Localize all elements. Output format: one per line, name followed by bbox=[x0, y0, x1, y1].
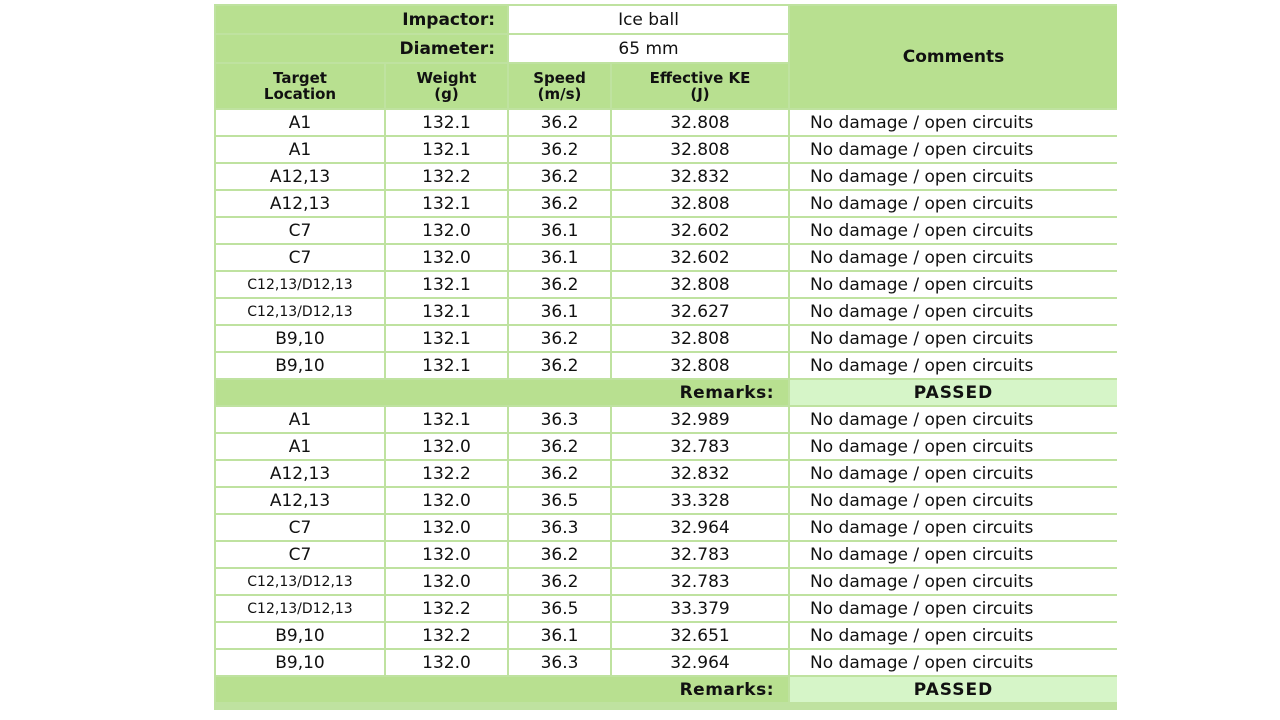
speed-cell: 36.2 bbox=[509, 434, 610, 459]
comment-cell: No damage / open circuits bbox=[790, 218, 1117, 243]
speed-cell: 36.3 bbox=[509, 407, 610, 432]
effective-ke-cell: 32.832 bbox=[612, 461, 788, 486]
remarks-label: Remarks: bbox=[216, 677, 788, 702]
speed-cell: 36.2 bbox=[509, 137, 610, 162]
remarks-status-badge: PASSED bbox=[790, 380, 1117, 405]
speed-cell: 36.5 bbox=[509, 596, 610, 621]
effective-ke-cell: 32.602 bbox=[612, 245, 788, 270]
table-body bbox=[216, 6, 1117, 702]
comment-cell: No damage / open circuits bbox=[790, 407, 1117, 432]
comment-cell: No damage / open circuits bbox=[790, 299, 1117, 324]
target-location-cell: A1 bbox=[216, 407, 384, 432]
impactor-value: Ice ball bbox=[509, 6, 788, 33]
table-row bbox=[216, 407, 1117, 432]
table-row bbox=[216, 326, 1117, 351]
weight-cell: 132.2 bbox=[386, 596, 507, 621]
target-location-cell: C7 bbox=[216, 218, 384, 243]
table-row bbox=[216, 623, 1117, 648]
speed-cell: 36.2 bbox=[509, 542, 610, 567]
effective-ke-cell: 32.808 bbox=[612, 137, 788, 162]
target-location-cell: C7 bbox=[216, 542, 384, 567]
comments-header: Comments bbox=[790, 6, 1117, 108]
impactor-label: Impactor: bbox=[216, 6, 507, 33]
target-location-cell: C12,13/D12,13 bbox=[216, 272, 384, 297]
target-location-cell: A12,13 bbox=[216, 164, 384, 189]
comment-cell: No damage / open circuits bbox=[790, 164, 1117, 189]
table-row bbox=[216, 461, 1117, 486]
speed-cell: 36.2 bbox=[509, 191, 610, 216]
speed-cell: 36.3 bbox=[509, 650, 610, 675]
speed-cell: 36.3 bbox=[509, 515, 610, 540]
effective-ke-cell: 32.602 bbox=[612, 218, 788, 243]
col-weight bbox=[386, 64, 507, 108]
comment-cell: No damage / open circuits bbox=[790, 650, 1117, 675]
col-ke-line1: Effective KE bbox=[649, 69, 751, 87]
weight-cell: 132.0 bbox=[386, 488, 507, 513]
remarks-row bbox=[216, 380, 1117, 405]
effective-ke-cell: 32.964 bbox=[612, 515, 788, 540]
hail-test-results-table bbox=[214, 4, 1117, 710]
effective-ke-cell: 32.651 bbox=[612, 623, 788, 648]
remarks-status-badge: PASSED bbox=[790, 677, 1117, 702]
comment-cell: No damage / open circuits bbox=[790, 245, 1117, 270]
table-row bbox=[216, 110, 1117, 135]
col-speed-line1: Speed bbox=[533, 69, 586, 87]
speed-cell: 36.2 bbox=[509, 461, 610, 486]
col-target-line1: Target bbox=[273, 69, 327, 87]
effective-ke-cell: 32.808 bbox=[612, 353, 788, 378]
effective-ke-cell: 33.328 bbox=[612, 488, 788, 513]
speed-cell: 36.1 bbox=[509, 299, 610, 324]
speed-cell: 36.1 bbox=[509, 623, 610, 648]
comment-cell: No damage / open circuits bbox=[790, 191, 1117, 216]
speed-cell: 36.2 bbox=[509, 353, 610, 378]
comment-cell: No damage / open circuits bbox=[790, 623, 1117, 648]
table-row bbox=[216, 488, 1117, 513]
effective-ke-cell: 32.808 bbox=[612, 326, 788, 351]
impactor-row bbox=[216, 6, 1117, 33]
speed-cell: 36.2 bbox=[509, 326, 610, 351]
weight-cell: 132.0 bbox=[386, 218, 507, 243]
target-location-cell: C12,13/D12,13 bbox=[216, 596, 384, 621]
table-row bbox=[216, 542, 1117, 567]
comment-cell: No damage / open circuits bbox=[790, 110, 1117, 135]
col-speed-line2: (m/s) bbox=[537, 85, 582, 103]
speed-cell: 36.5 bbox=[509, 488, 610, 513]
weight-cell: 132.0 bbox=[386, 650, 507, 675]
col-weight-line1: Weight bbox=[416, 69, 477, 87]
table-row bbox=[216, 569, 1117, 594]
remarks-label: Remarks: bbox=[216, 380, 788, 405]
speed-cell: 36.1 bbox=[509, 245, 610, 270]
weight-cell: 132.1 bbox=[386, 326, 507, 351]
comment-cell: No damage / open circuits bbox=[790, 542, 1117, 567]
table-row bbox=[216, 218, 1117, 243]
effective-ke-cell: 32.989 bbox=[612, 407, 788, 432]
results-table bbox=[214, 4, 1119, 704]
speed-cell: 36.1 bbox=[509, 218, 610, 243]
effective-ke-cell: 32.964 bbox=[612, 650, 788, 675]
target-location-cell: B9,10 bbox=[216, 650, 384, 675]
speed-cell: 36.2 bbox=[509, 110, 610, 135]
target-location-cell: A12,13 bbox=[216, 488, 384, 513]
comment-cell: No damage / open circuits bbox=[790, 596, 1117, 621]
target-location-cell: C12,13/D12,13 bbox=[216, 569, 384, 594]
target-location-cell: B9,10 bbox=[216, 623, 384, 648]
comment-cell: No damage / open circuits bbox=[790, 326, 1117, 351]
col-target-location bbox=[216, 64, 384, 108]
comment-cell: No damage / open circuits bbox=[790, 488, 1117, 513]
target-location-cell: C7 bbox=[216, 515, 384, 540]
effective-ke-cell: 32.808 bbox=[612, 272, 788, 297]
effective-ke-cell: 32.783 bbox=[612, 434, 788, 459]
col-speed bbox=[509, 64, 610, 108]
table-row bbox=[216, 299, 1117, 324]
comment-cell: No damage / open circuits bbox=[790, 353, 1117, 378]
col-ke-line2: (J) bbox=[690, 85, 710, 103]
comment-cell: No damage / open circuits bbox=[790, 515, 1117, 540]
col-effective-ke bbox=[612, 64, 788, 108]
weight-cell: 132.1 bbox=[386, 299, 507, 324]
table-row bbox=[216, 596, 1117, 621]
target-location-cell: A1 bbox=[216, 137, 384, 162]
table-row bbox=[216, 515, 1117, 540]
remarks-row bbox=[216, 677, 1117, 702]
target-location-cell: C12,13/D12,13 bbox=[216, 299, 384, 324]
speed-cell: 36.2 bbox=[509, 272, 610, 297]
weight-cell: 132.0 bbox=[386, 434, 507, 459]
table-row bbox=[216, 353, 1117, 378]
effective-ke-cell: 32.832 bbox=[612, 164, 788, 189]
comment-cell: No damage / open circuits bbox=[790, 461, 1117, 486]
comment-cell: No damage / open circuits bbox=[790, 137, 1117, 162]
target-location-cell: B9,10 bbox=[216, 326, 384, 351]
comment-cell: No damage / open circuits bbox=[790, 434, 1117, 459]
table-row bbox=[216, 164, 1117, 189]
table-row bbox=[216, 191, 1117, 216]
table-row bbox=[216, 650, 1117, 675]
col-weight-line2: (g) bbox=[434, 85, 459, 103]
speed-cell: 36.2 bbox=[509, 569, 610, 594]
weight-cell: 132.0 bbox=[386, 245, 507, 270]
diameter-value: 65 mm bbox=[509, 35, 788, 62]
table-row bbox=[216, 245, 1117, 270]
weight-cell: 132.0 bbox=[386, 542, 507, 567]
effective-ke-cell: 32.808 bbox=[612, 191, 788, 216]
effective-ke-cell: 32.783 bbox=[612, 569, 788, 594]
target-location-cell: B9,10 bbox=[216, 353, 384, 378]
target-location-cell: A1 bbox=[216, 434, 384, 459]
weight-cell: 132.1 bbox=[386, 110, 507, 135]
target-location-cell: A1 bbox=[216, 110, 384, 135]
diameter-label: Diameter: bbox=[216, 35, 507, 62]
weight-cell: 132.1 bbox=[386, 353, 507, 378]
speed-cell: 36.2 bbox=[509, 164, 610, 189]
weight-cell: 132.1 bbox=[386, 407, 507, 432]
weight-cell: 132.2 bbox=[386, 623, 507, 648]
target-location-cell: C7 bbox=[216, 245, 384, 270]
comment-cell: No damage / open circuits bbox=[790, 272, 1117, 297]
weight-cell: 132.1 bbox=[386, 191, 507, 216]
target-location-cell: A12,13 bbox=[216, 191, 384, 216]
weight-cell: 132.0 bbox=[386, 569, 507, 594]
weight-cell: 132.1 bbox=[386, 137, 507, 162]
comment-cell: No damage / open circuits bbox=[790, 569, 1117, 594]
table-row bbox=[216, 434, 1117, 459]
target-location-cell: A12,13 bbox=[216, 461, 384, 486]
weight-cell: 132.1 bbox=[386, 272, 507, 297]
table-row bbox=[216, 137, 1117, 162]
weight-cell: 132.2 bbox=[386, 164, 507, 189]
weight-cell: 132.2 bbox=[386, 461, 507, 486]
col-target-line2: Location bbox=[263, 85, 337, 103]
weight-cell: 132.0 bbox=[386, 515, 507, 540]
effective-ke-cell: 32.627 bbox=[612, 299, 788, 324]
effective-ke-cell: 33.379 bbox=[612, 596, 788, 621]
effective-ke-cell: 32.808 bbox=[612, 110, 788, 135]
table-row bbox=[216, 272, 1117, 297]
effective-ke-cell: 32.783 bbox=[612, 542, 788, 567]
